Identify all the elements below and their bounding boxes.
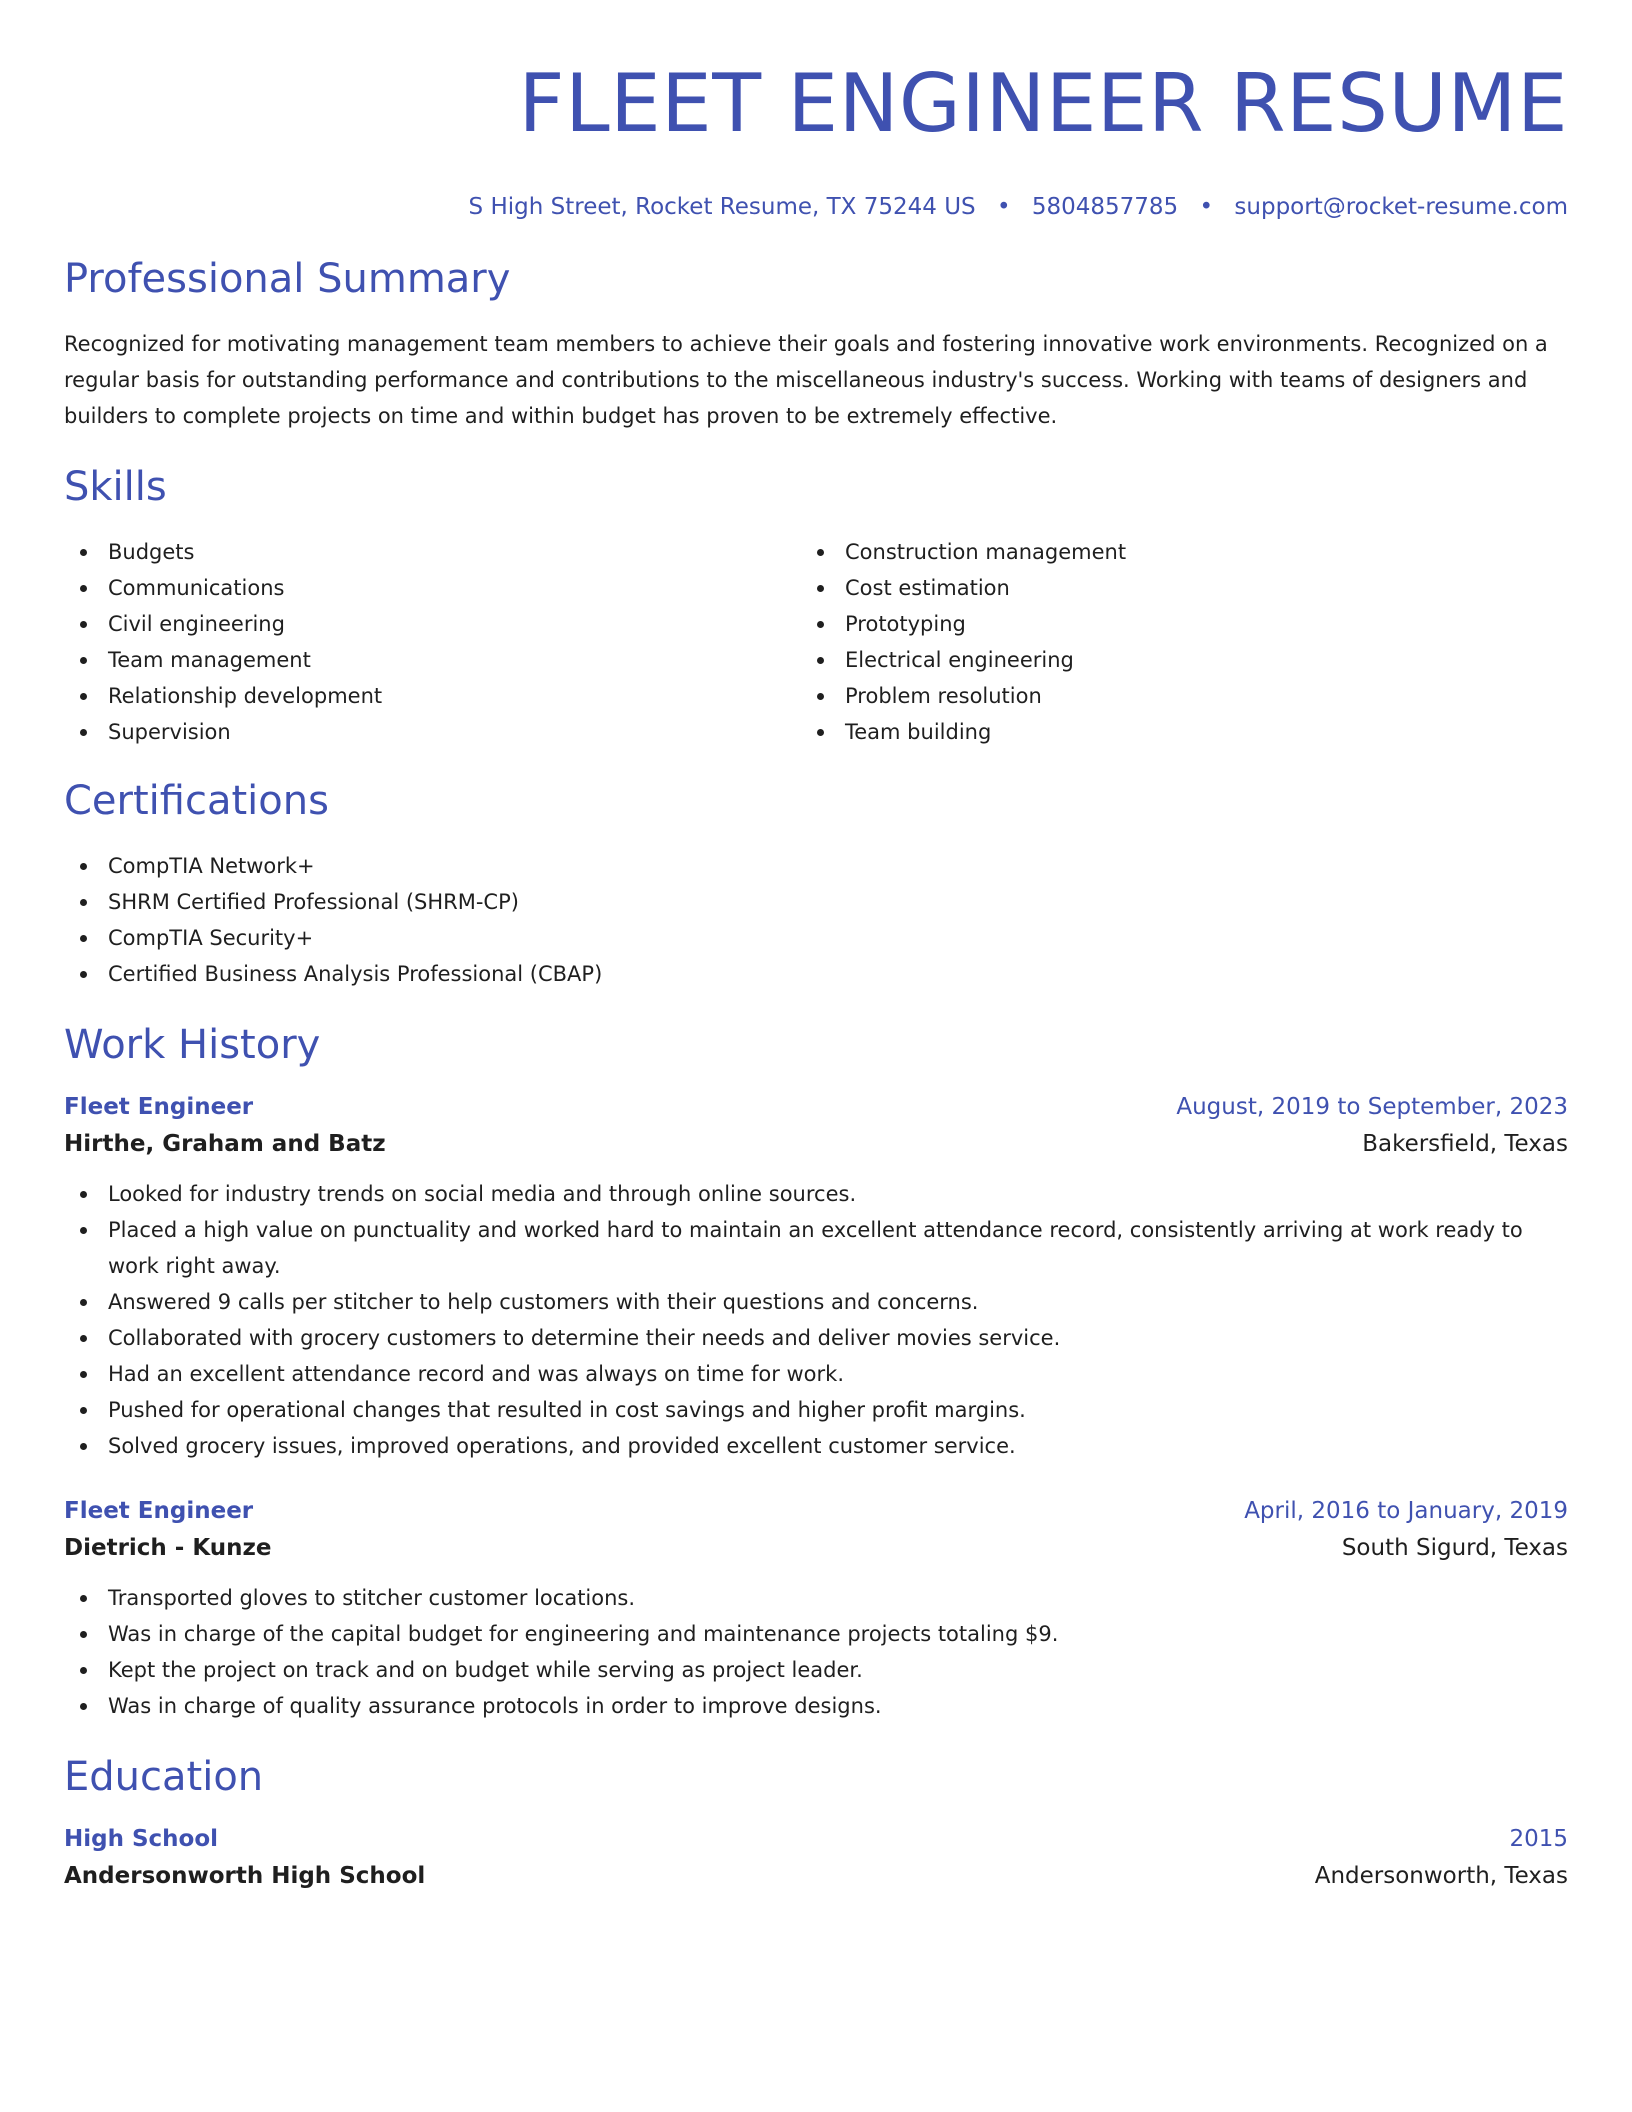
contact-address: S High Street, Rocket Resume, TX 75244 US: [468, 194, 976, 220]
skill-item: Communications: [64, 570, 801, 606]
job-header-row: [64, 1090, 1568, 1124]
resume-title: FLEET ENGINEER RESUME: [518, 57, 1568, 150]
job-bullet: Kept the project on track and on budget while serving as project leader.: [64, 1652, 1568, 1688]
summary-section: [64, 254, 1568, 434]
skill-item: Problem resolution: [801, 678, 1538, 714]
education-school: Andersonworth High School: [64, 1863, 426, 1889]
job-bullet: Was in charge of quality assurance protocols in order to improve designs.: [64, 1688, 1568, 1724]
certification-item: CompTIA Security+: [64, 920, 1568, 956]
job-bullets: [64, 1176, 1568, 1464]
summary-heading: Professional Summary: [64, 256, 511, 302]
education-heading: Education: [64, 1754, 264, 1800]
job-bullet: Looked for industry trends on social media and through online sources.: [64, 1176, 1568, 1212]
certification-item: SHRM Certified Professional (SHRM-CP): [64, 884, 1568, 920]
job-entry: [64, 1090, 1568, 1464]
job-bullet: Was in charge of the capital budget for engineering and maintenance projects totaling $9.: [64, 1616, 1568, 1652]
certifications-heading: Certifications: [64, 778, 329, 824]
job-role: Fleet Engineer: [64, 1094, 254, 1120]
certification-item: CompTIA Network+: [64, 848, 1568, 884]
skill-item: Team management: [64, 642, 801, 678]
job-bullets: [64, 1580, 1568, 1724]
skill-item: Electrical engineering: [801, 642, 1538, 678]
work-history-heading: Work History: [64, 1022, 321, 1068]
skill-item: Supervision: [64, 714, 801, 750]
education-degree: High School: [64, 1826, 219, 1852]
skills-section: [64, 462, 1568, 750]
education-year: 2015: [1509, 1826, 1568, 1852]
skill-item: Team building: [801, 714, 1538, 750]
job-company-row: [64, 1528, 1568, 1568]
certifications-list: [64, 848, 1568, 992]
education-header-row: [64, 1822, 1568, 1856]
education-section: [64, 1752, 1568, 1896]
certification-item: Certified Business Analysis Professional (CBAP): [64, 956, 1568, 992]
skill-item: Cost estimation: [801, 570, 1538, 606]
job-location: Bakersfield, Texas: [1362, 1131, 1568, 1157]
contact-phone: 5804857785: [1031, 194, 1179, 220]
job-bullet: Placed a high value on punctuality and worked hard to maintain an excellent attendance record, consistently arriving at work ready to work right away.: [64, 1212, 1568, 1284]
contact-line: [64, 192, 1568, 222]
job-bullet: Transported gloves to stitcher customer locations.: [64, 1580, 1568, 1616]
certifications-section: [64, 776, 1568, 992]
skills-list-right: [801, 534, 1538, 750]
job-bullet: Had an excellent attendance record and was always on time for work.: [64, 1356, 1568, 1392]
education-school-row: [64, 1856, 1568, 1896]
job-header-row: [64, 1494, 1568, 1528]
skills-heading: Skills: [64, 464, 167, 510]
job-bullet: Pushed for operational changes that resulted in cost savings and higher profit margins.: [64, 1392, 1568, 1428]
skill-item: Construction management: [801, 534, 1538, 570]
job-bullet: Solved grocery issues, improved operations, and provided excellent customer service.: [64, 1428, 1568, 1464]
education-location: Andersonworth, Texas: [1314, 1863, 1568, 1889]
job-company: Dietrich - Kunze: [64, 1535, 272, 1561]
job-location: South Sigurd, Texas: [1341, 1535, 1568, 1561]
contact-separator: •: [996, 194, 1011, 220]
job-company: Hirthe, Graham and Batz: [64, 1131, 386, 1157]
job-role: Fleet Engineer: [64, 1498, 254, 1524]
skills-list-left: [64, 534, 801, 750]
summary-text: Recognized for motivating management team members to achieve their goals and fostering innovative work environments. Recognized on a regular basis for outstanding performance and contributions to the miscellaneous industry's success. Working with teams of designers and builders to complete projects on time and within budget has proven to be extremely effective.: [64, 332, 1548, 428]
skill-item: Budgets: [64, 534, 801, 570]
work-history-section: [64, 1020, 1568, 1724]
contact-separator: •: [1199, 194, 1214, 220]
job-bullet: Collaborated with grocery customers to determine their needs and deliver movies service.: [64, 1320, 1568, 1356]
job-bullet: Answered 9 calls per stitcher to help customers with their questions and concerns.: [64, 1284, 1568, 1320]
skills-grid: [64, 534, 1568, 750]
skill-item: Prototyping: [801, 606, 1538, 642]
job-dates: April, 2016 to January, 2019: [1244, 1498, 1568, 1524]
job-entry: [64, 1494, 1568, 1724]
contact-email[interactable]: support@rocket-resume.com: [1234, 194, 1568, 220]
job-dates: August, 2019 to September, 2023: [1176, 1094, 1568, 1120]
job-company-row: [64, 1124, 1568, 1164]
skill-item: Relationship development: [64, 678, 801, 714]
skill-item: Civil engineering: [64, 606, 801, 642]
education-entry: [64, 1822, 1568, 1896]
